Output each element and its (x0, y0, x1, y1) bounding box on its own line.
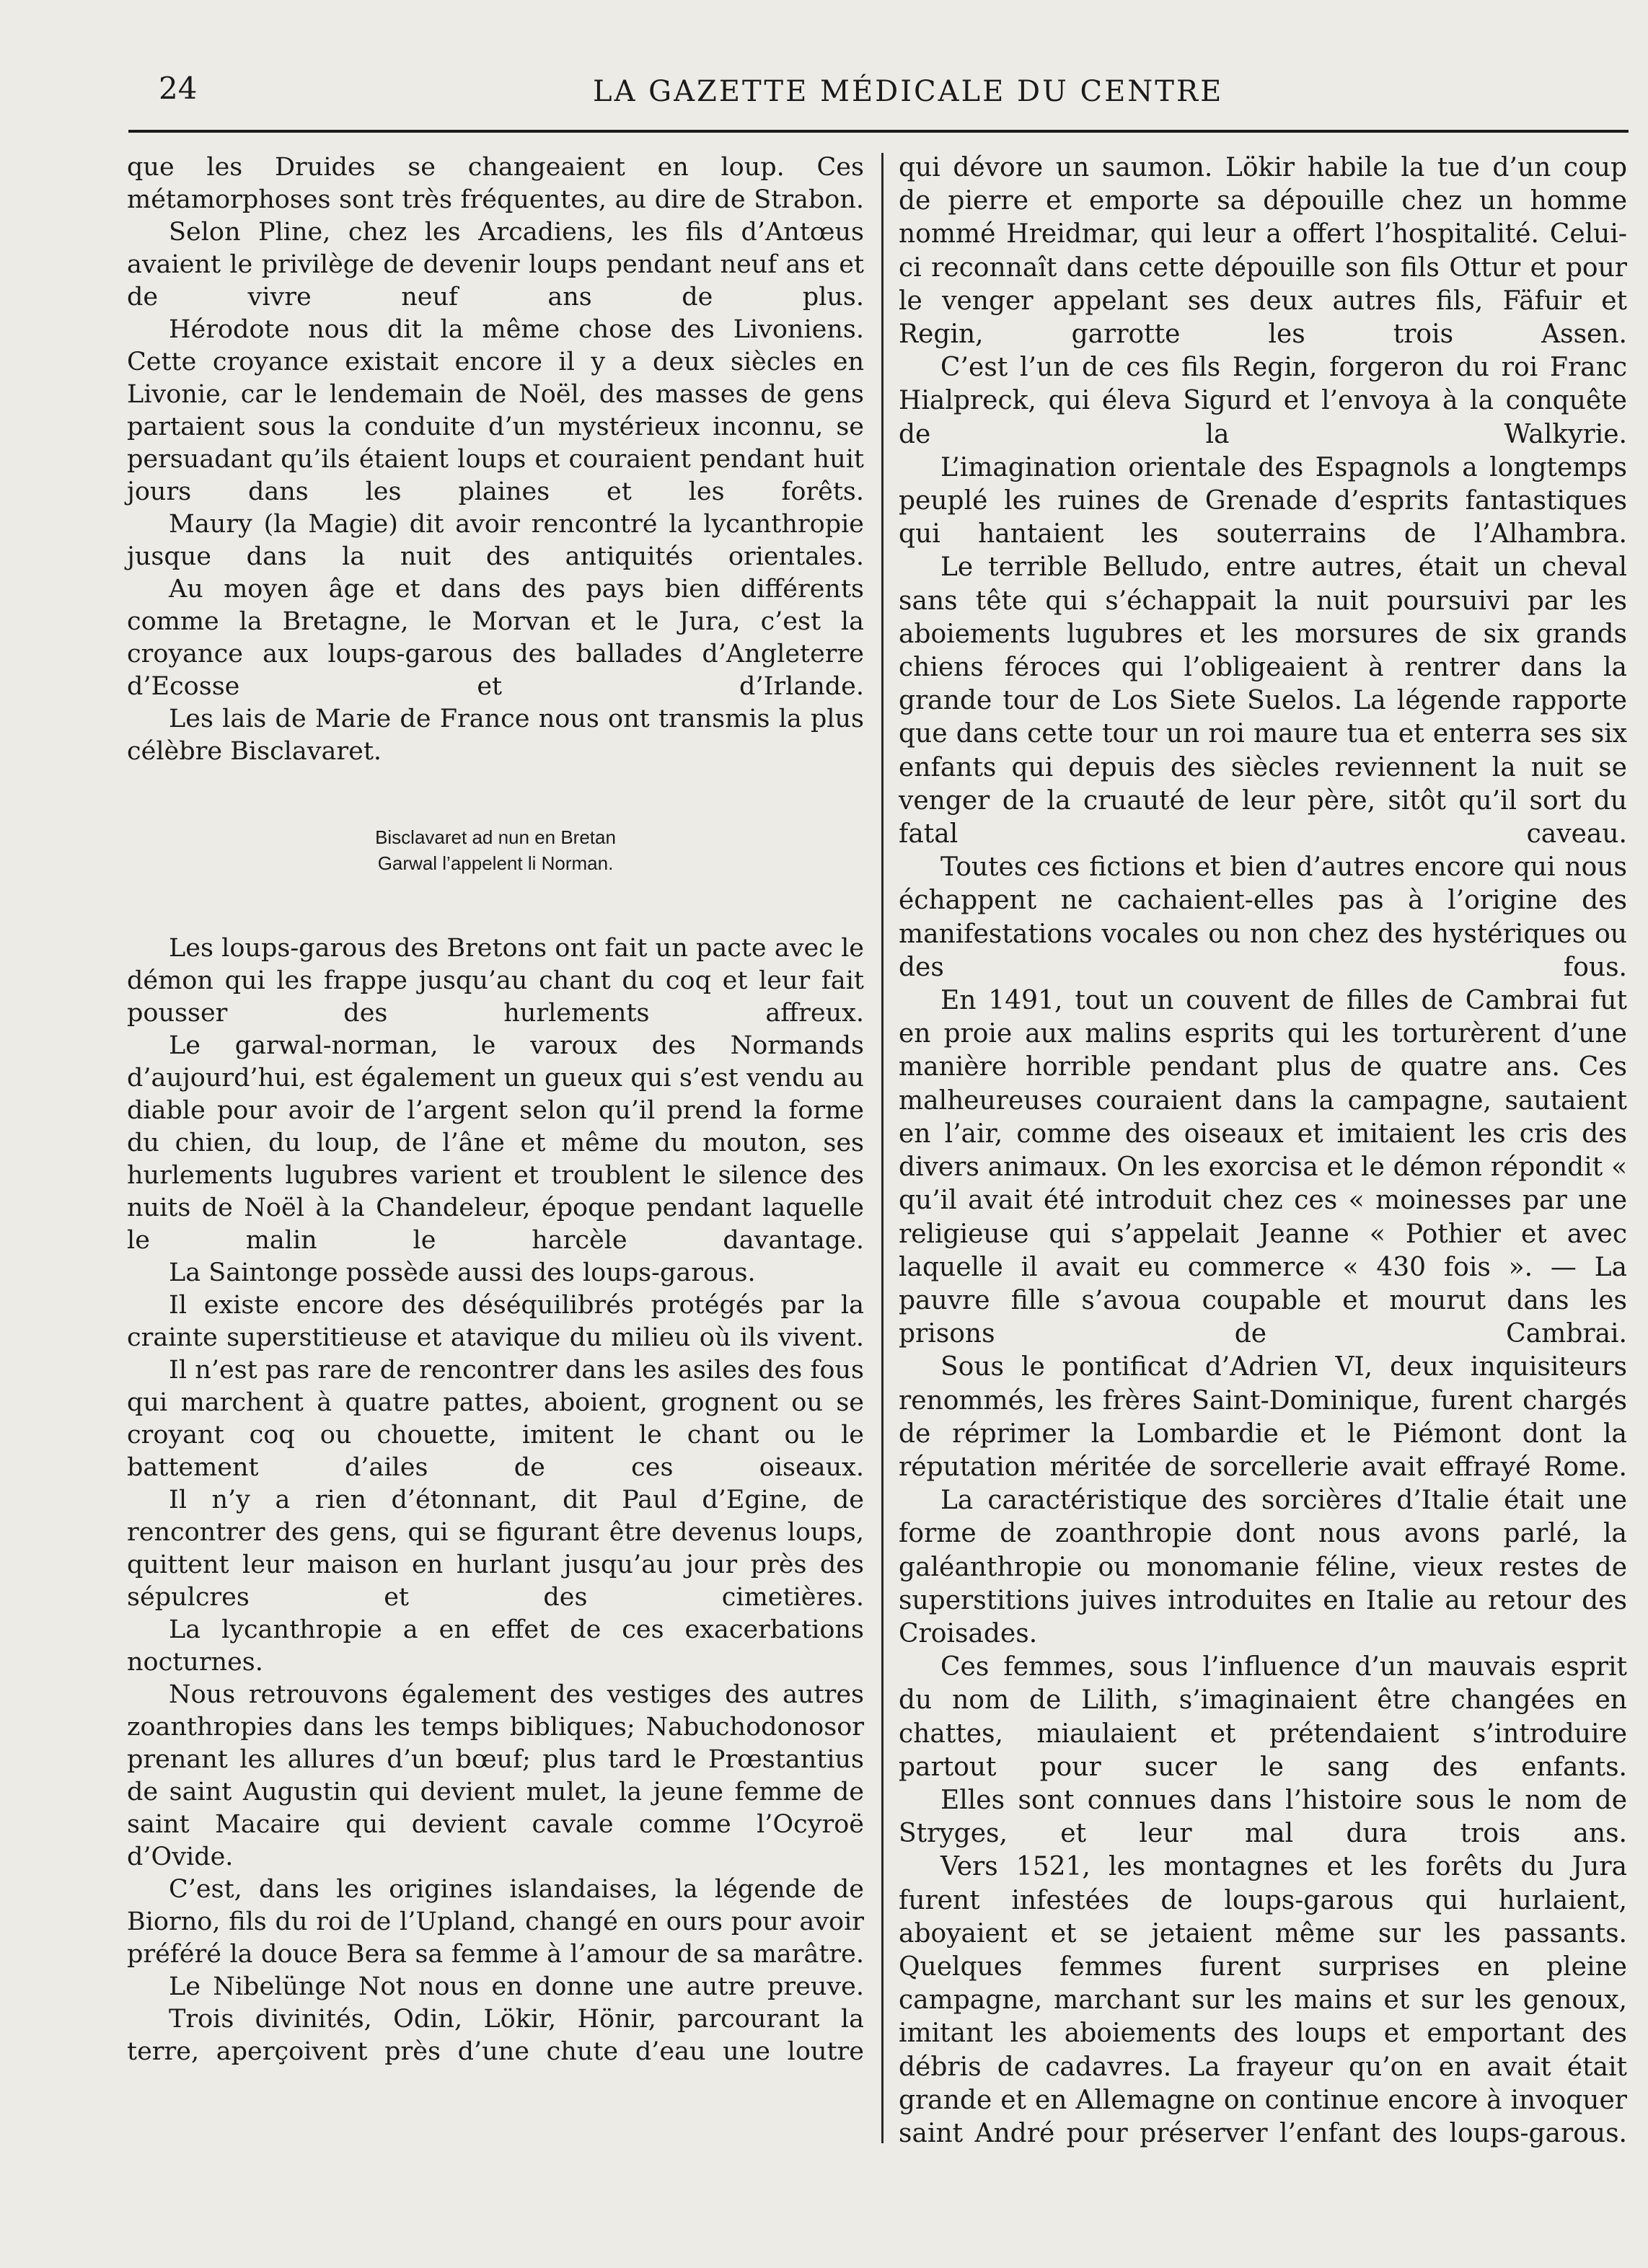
paragraph: Le terrible Belludo, entre autres, était un cheval sans tête qui s’échappait la nuit poursuivi par les aboiements lugubres et les morsures de six grands chiens féroces qui l’obligeaient à rentrer dans la grande tour de Los Siete Suelos. La légende rapporte que dans cette tour un roi maure tua et enterra ses six enfants qui depuis des siècles reviennent la nuit se venger de la cruauté de leur père, sitôt qu’il sort du fatal caveau. (899, 552, 1627, 850)
paragraph: L’imagination orientale des Espagnols a longtemps peuplé les ruines de Grenade d’esprits fantastiques qui hantaient les souterrains de l’Alhambra. (899, 452, 1627, 550)
paragraph: Le garwal-norman, le varoux des Normands d’aujourd’hui, est également un gueux qui s’est vendu au diable pour avoir de l’argent selon qu’il prend la forme du chien, du loup, de l’âne et même du mouton, ses hurlements lugubres varient et troublent le silence des nuits de Noël à la Chandeleur, époque pendant laquelle le malin le harcèle davantage. (127, 1031, 864, 1255)
paragraph: La caractéristique des sorcières d’Italie était une forme de zoanthropie dont nous avons parlé, la galéanthropie ou monomanie féline, vieux restes de superstitions juives introduites en Italie au retour des Croisades. (899, 1486, 1627, 1649)
column-divider (881, 153, 884, 2143)
paragraph: Au moyen âge et dans des pays bien différents comme la Bretagne, le Morvan et le Jura, c’est la croyance aux loups-garous des ballades d’Angleterre d’Ecosse et d’Irlande. (127, 575, 864, 701)
paragraph: En 1491, tout un couvent de filles de Cambrai fut en proie aux malins esprits qui les torturèrent d’une manière horrible pendant plus de quatre ans. Ces malheureuses couraient dans la campagne, sautaient en l’air, comme des oiseaux et imitaient les cris des divers animaux. On les exorcisa et le démon répondit « qu’il avait été introduit chez ces « moinesses par une religieuse qui s’appelait Jeanne « Pothier et avec laquelle il avait eu commerce « 430 fois ». — La pauvre fille s’avoua coupable et mourut dans les prisons de Cambrai. (899, 986, 1627, 1349)
running-title: LA GAZETTE MÉDICALE DU CENTRE (593, 75, 1224, 108)
paragraph: Toutes ces fictions et bien d’autres encore qui nous échappent ne cachaient-elles pas à l’origine des manifestations vocales ou non chez des hystériques ou des fous. (899, 852, 1627, 982)
paragraph: Nous retrouvons également des vestiges des autres zoanthropies dans les temps bibliques; Nabuchodonosor prenant les allures d’un bœuf; plus tard le Prœstantius de saint Augustin qui devient mulet, la jeune femme de saint Macaire qui devient cavale comme l’Ocyroë d’Ovide. (127, 1680, 864, 1871)
verse-line: Garwal l’appelent li Norman. (377, 852, 614, 874)
paragraph: Il n’y a rien d’étonnant, dit Paul d’Egine, de rencontrer des gens, qui se figurant être devenus loups, quittent leur maison en hurlant jusqu’au jour près des sépulcres et des cimetières. (127, 1486, 864, 1612)
paragraph: Elles sont connues dans l’histoire sous le nom de Stryges, et leur mal dura trois ans. (899, 1785, 1627, 1849)
paragraph: C’est, dans les origines islandaises, la légende de Biorno, fils du roi de l’Upland, changé en ours pour avoir préféré la douce Bera sa femme à l’amour de sa marâtre. (127, 1875, 864, 1969)
paragraph: Maury (la Magie) dit avoir rencontré la lycanthropie jusque dans la nuit des antiquités orientales. (127, 510, 864, 571)
verse-line: Bisclavaret ad nun en Bretan (375, 826, 616, 848)
verse-quotation (127, 824, 864, 876)
left-column (127, 151, 864, 2068)
paragraph: qui dévore un saumon. Lökir habile la tue d’un coup de pierre et emporte sa dépouille chez un homme nommé Hreidmar, qui leur a offert l’hospitalité. Celui-ci reconnaît dans cette dépouille son fils Ottur et pour le venger appelant ses deux autres fils, Fäfuir et Regin, garrotte les trois Assen. (899, 153, 1627, 350)
paragraph: Hérodote nous dit la même chose des Livoniens. Cette croyance existait encore il y a deux siècles en Livonie, car le lendemain de Noël, des masses de gens partaient sous la conduite d’un mystérieux inconnu, se persuadant qu’ils étaient loups et couraient pendant huit jours dans les plaines et les forêts. (127, 315, 864, 506)
paragraph: Le Nibelünge Not nous en donne une autre preuve. (169, 1972, 864, 2001)
paragraph: Il n’est pas rare de rencontrer dans les asiles des fous qui marchent à quatre pattes, aboient, grognent ou se croyant coq ou chouette, imitent le chant ou le battement d’ailes de ces oiseaux. (127, 1356, 864, 1482)
paragraph: Selon Pline, chez les Arcadiens, les fils d’Antœus avaient le privilège de devenir loups pendant neuf ans et de vivre neuf ans de plus. (127, 218, 864, 312)
paragraph: La Saintonge possède aussi des loups-garous. (169, 1258, 756, 1287)
paragraph: Les loups-garous des Bretons ont fait un pacte avec le démon qui les frappe jusqu’au chant du coq et leur fait pousser des hurlements affreux. (127, 934, 864, 1028)
paragraph: C’est l’un de ces fils Regin, forgeron du roi Franc Hialpreck, qui éleva Sigurd et l’envoya à la conquête de la Walkyrie. (899, 353, 1627, 449)
paragraph: que les Druides se changeaient en loup. Ces métamorphoses sont très fréquentes, au dire de Strabon. (127, 153, 864, 214)
paragraph: Trois divinités, Odin, Lökir, Hönir, parcourant la terre, aperçoivent près d’une chute d’eau une loutre (127, 2005, 864, 2066)
paragraph: Sous le pontificat d’Adrien VI, deux inquisiteurs renommés, les frères Saint-Dominique, furent chargés de réprimer la Lombardie et le Piémont dont la réputation méritée de sorcellerie avait effrayé Rome. (899, 1352, 1627, 1482)
paragraph: Vers 1521, les montagnes et les forêts du Jura furent infestées de loups-garous qui hurlaient, aboyaient et se jetaient même sur les passants. Quelques femmes furent surprises en pleine campagne, marchant sur les mains et sur les genoux, imitant les aboiements des loups et emportant des débris de cadavres. La frayeur qu’on en avait était grande et en Allemagne on continue encore à invoquer saint André pour préserver l’enfant des loups-garous. (899, 1852, 1627, 2148)
paragraph: Il existe encore des déséquilibrés protégés par la crainte superstitieuse et atavique du milieu où ils vivent. (127, 1291, 864, 1352)
header-rule (128, 130, 1629, 133)
paragraph: Ces femmes, sous l’influence d’un mauvais esprit du nom de Lilith, s’imaginaient être changées en chattes, miaulaient et prétendaient s’introduire partout pour sucer le sang des enfants. (899, 1652, 1627, 1782)
page-header (0, 71, 1648, 121)
right-column (899, 151, 1627, 2150)
page-number: 24 (159, 71, 198, 106)
paragraph: Les lais de Marie de France nous ont transmis la plus célèbre Bisclavaret. (127, 705, 864, 766)
paragraph: La lycanthropie a en effet de ces exacerbations nocturnes. (127, 1615, 864, 1677)
